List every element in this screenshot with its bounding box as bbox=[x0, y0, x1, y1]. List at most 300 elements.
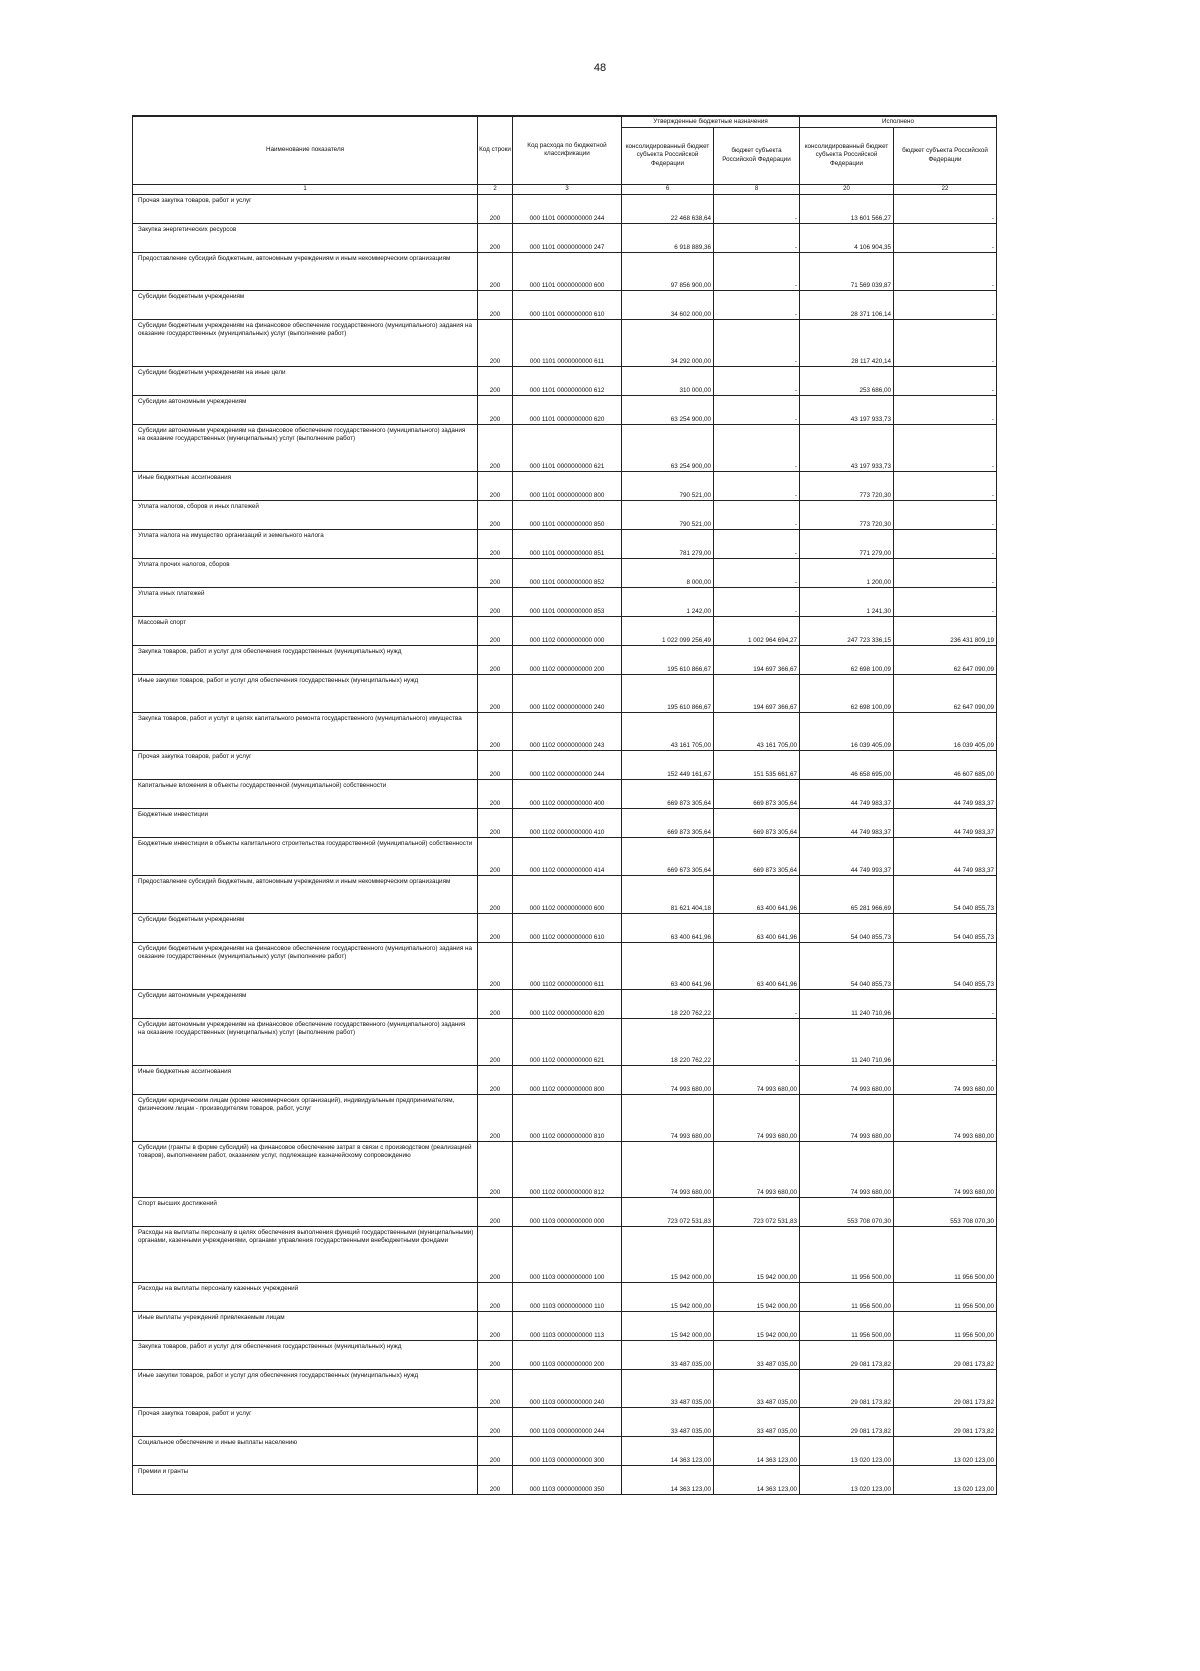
approved-subject-value: - bbox=[714, 558, 800, 587]
approved-consolidated-value: 669 873 305,64 bbox=[622, 808, 714, 837]
column-number: 2 bbox=[478, 184, 513, 194]
row-name: Иные закупки товаров, работ и услуг для обеспечения государственных (муниципальных) нужд bbox=[133, 1369, 478, 1407]
row-name: Субсидии бюджетным учреждениям на финансовое обеспечение государственного (муниципального) задания на оказание государственных (муниципальных) услуг (выполнение работ) bbox=[133, 942, 478, 989]
executed-subject-value: 16 039 405,09 bbox=[894, 712, 997, 750]
approved-subject-value: 14 363 123,00 bbox=[714, 1436, 800, 1465]
row-line-code: 200 bbox=[478, 395, 513, 424]
row-name: Социальное обеспечение и иные выплаты населению bbox=[133, 1436, 478, 1465]
executed-subject-value: - bbox=[894, 424, 997, 471]
approved-subject-value: 74 993 680,00 bbox=[714, 1094, 800, 1141]
row-line-code: 200 bbox=[478, 712, 513, 750]
row-name: Субсидии автономным учреждениям bbox=[133, 989, 478, 1018]
row-name: Бюджетные инвестиции bbox=[133, 808, 478, 837]
row-name: Уплата налога на имущество организаций и земельного налога bbox=[133, 529, 478, 558]
approved-subject-value: - bbox=[714, 471, 800, 500]
executed-consolidated-value: 1 241,30 bbox=[800, 587, 894, 616]
row-name: Прочая закупка товаров, работ и услуг bbox=[133, 1407, 478, 1436]
approved-subject-value: 63 400 641,96 bbox=[714, 913, 800, 942]
row-bk-code: 000 1102 0000000000 244 bbox=[513, 750, 622, 779]
row-bk-code: 000 1101 0000000000 853 bbox=[513, 587, 622, 616]
approved-consolidated-value: 669 873 305,64 bbox=[622, 779, 714, 808]
row-name: Расходы на выплаты персоналу казенных учреждений bbox=[133, 1282, 478, 1311]
executed-subject-value: - bbox=[894, 471, 997, 500]
executed-subject-value: 46 607 685,00 bbox=[894, 750, 997, 779]
table-row bbox=[133, 1407, 997, 1436]
executed-consolidated-header: консолидированный бюджет субъекта Российской Федерации bbox=[800, 127, 894, 184]
executed-consolidated-value: 44 749 983,37 bbox=[800, 808, 894, 837]
table-row bbox=[133, 1226, 997, 1282]
executed-subject-value: 54 040 855,73 bbox=[894, 913, 997, 942]
row-line-code: 200 bbox=[478, 252, 513, 290]
row-name: Иные закупки товаров, работ и услуг для обеспечения государственных (муниципальных) нужд bbox=[133, 674, 478, 712]
executed-consolidated-value: 29 081 173,82 bbox=[800, 1340, 894, 1369]
table-row bbox=[133, 674, 997, 712]
row-name: Иные бюджетные ассигнования bbox=[133, 1065, 478, 1094]
approved-subject-value: 74 993 680,00 bbox=[714, 1065, 800, 1094]
row-bk-code: 000 1103 0000000000 110 bbox=[513, 1282, 622, 1311]
row-name: Субсидии бюджетным учреждениям bbox=[133, 290, 478, 319]
executed-subject-value: - bbox=[894, 1018, 997, 1065]
row-name: Иные бюджетные ассигнования bbox=[133, 471, 478, 500]
approved-subject-value: 63 400 641,96 bbox=[714, 875, 800, 913]
row-bk-code: 000 1103 0000000000 350 bbox=[513, 1465, 622, 1494]
approved-consolidated-value: 195 610 866,67 bbox=[622, 645, 714, 674]
approved-consolidated-header: консолидированный бюджет субъекта Российской Федерации bbox=[622, 127, 714, 184]
table-row bbox=[133, 1094, 997, 1141]
executed-subject-value: - bbox=[894, 194, 997, 223]
row-name: Субсидии юридическим лицам (кроме некоммерческих организаций), индивидуальным предпринимателям, физическим лицам - производителям товаров, работ, услуг bbox=[133, 1094, 478, 1141]
executed-consolidated-value: 13 020 123,00 bbox=[800, 1465, 894, 1494]
row-name: Премии и гранты bbox=[133, 1465, 478, 1494]
table-row bbox=[133, 1311, 997, 1340]
row-line-code: 200 bbox=[478, 290, 513, 319]
row-bk-code: 000 1101 0000000000 612 bbox=[513, 366, 622, 395]
executed-consolidated-value: 54 040 855,73 bbox=[800, 913, 894, 942]
approved-consolidated-value: 63 254 900,00 bbox=[622, 424, 714, 471]
column-number: 6 bbox=[622, 184, 714, 194]
row-line-code: 200 bbox=[478, 194, 513, 223]
bk-code-column-header: Код расхода по бюджетной классификации bbox=[513, 116, 622, 184]
executed-subject-value: 13 020 123,00 bbox=[894, 1465, 997, 1494]
row-line-code: 200 bbox=[478, 319, 513, 366]
approved-subject-value: - bbox=[714, 395, 800, 424]
executed-consolidated-value: 43 197 933,73 bbox=[800, 395, 894, 424]
executed-consolidated-value: 44 749 983,37 bbox=[800, 779, 894, 808]
executed-consolidated-value: 54 040 855,73 bbox=[800, 942, 894, 989]
table-row bbox=[133, 395, 997, 424]
executed-consolidated-value: 29 081 173,82 bbox=[800, 1369, 894, 1407]
row-name: Бюджетные инвестиции в объекты капитального строительства государственной (муниципальной) собственности bbox=[133, 837, 478, 875]
row-line-code: 200 bbox=[478, 750, 513, 779]
approved-consolidated-value: 1 022 099 256,49 bbox=[622, 616, 714, 645]
table-row bbox=[133, 194, 997, 223]
executed-consolidated-value: 74 993 680,00 bbox=[800, 1141, 894, 1197]
approved-consolidated-value: 14 363 123,00 bbox=[622, 1465, 714, 1494]
approved-subject-value: 669 873 305,64 bbox=[714, 808, 800, 837]
row-line-code: 200 bbox=[478, 616, 513, 645]
executed-subject-value: - bbox=[894, 529, 997, 558]
approved-consolidated-value: 74 993 680,00 bbox=[622, 1141, 714, 1197]
executed-subject-value: 29 081 173,82 bbox=[894, 1369, 997, 1407]
executed-subject-value: 74 993 680,00 bbox=[894, 1065, 997, 1094]
executed-consolidated-value: 773 720,30 bbox=[800, 471, 894, 500]
row-bk-code: 000 1102 0000000000 410 bbox=[513, 808, 622, 837]
table-row bbox=[133, 1141, 997, 1197]
executed-subject-value: - bbox=[894, 252, 997, 290]
row-bk-code: 000 1102 0000000000 620 bbox=[513, 989, 622, 1018]
approved-subject-value: - bbox=[714, 223, 800, 252]
row-line-code: 200 bbox=[478, 1226, 513, 1282]
approved-consolidated-value: 74 993 680,00 bbox=[622, 1094, 714, 1141]
row-bk-code: 000 1101 0000000000 850 bbox=[513, 500, 622, 529]
row-name: Уплата иных платежей bbox=[133, 587, 478, 616]
row-line-code: 200 bbox=[478, 674, 513, 712]
row-bk-code: 000 1102 0000000000 200 bbox=[513, 645, 622, 674]
row-bk-code: 000 1103 0000000000 240 bbox=[513, 1369, 622, 1407]
row-name: Субсидии автономным учреждениям на финансовое обеспечение государственного (муниципального) задания на оказание государственных (муниципальных) услуг (выполнение работ) bbox=[133, 1018, 478, 1065]
table-row bbox=[133, 1018, 997, 1065]
row-line-code: 200 bbox=[478, 779, 513, 808]
row-bk-code: 000 1102 0000000000 414 bbox=[513, 837, 622, 875]
approved-consolidated-value: 97 856 900,00 bbox=[622, 252, 714, 290]
column-number: 1 bbox=[133, 184, 478, 194]
approved-subject-value: - bbox=[714, 529, 800, 558]
executed-subject-value: 29 081 173,82 bbox=[894, 1340, 997, 1369]
approved-consolidated-value: 781 279,00 bbox=[622, 529, 714, 558]
approved-subject-value: - bbox=[714, 194, 800, 223]
table-row bbox=[133, 587, 997, 616]
executed-consolidated-value: 62 698 100,09 bbox=[800, 674, 894, 712]
approved-consolidated-value: 63 400 641,96 bbox=[622, 913, 714, 942]
row-bk-code: 000 1101 0000000000 620 bbox=[513, 395, 622, 424]
executed-group-header: Исполнено bbox=[800, 116, 997, 127]
row-name: Субсидии автономным учреждениям на финансовое обеспечение государственного (муниципального) задания на оказание государственных (муниципальных) услуг (выполнение работ) bbox=[133, 424, 478, 471]
row-name: Прочая закупка товаров, работ и услуг bbox=[133, 750, 478, 779]
row-bk-code: 000 1101 0000000000 621 bbox=[513, 424, 622, 471]
table-row bbox=[133, 712, 997, 750]
row-name: Закупка энергетических ресурсов bbox=[133, 223, 478, 252]
row-name: Иные выплаты учреждений привлекаемым лицам bbox=[133, 1311, 478, 1340]
executed-subject-value: 11 956 500,00 bbox=[894, 1311, 997, 1340]
executed-consolidated-value: 11 956 500,00 bbox=[800, 1282, 894, 1311]
table-row bbox=[133, 500, 997, 529]
row-bk-code: 000 1101 0000000000 610 bbox=[513, 290, 622, 319]
executed-subject-value: 54 040 855,73 bbox=[894, 942, 997, 989]
executed-subject-value: - bbox=[894, 395, 997, 424]
row-line-code: 200 bbox=[478, 529, 513, 558]
approved-consolidated-value: 15 942 000,00 bbox=[622, 1311, 714, 1340]
approved-subject-value: 194 697 366,67 bbox=[714, 674, 800, 712]
row-line-code: 200 bbox=[478, 1018, 513, 1065]
approved-consolidated-value: 18 220 762,22 bbox=[622, 1018, 714, 1065]
executed-consolidated-value: 13 020 123,00 bbox=[800, 1436, 894, 1465]
row-line-code: 200 bbox=[478, 1340, 513, 1369]
row-line-code: 200 bbox=[478, 808, 513, 837]
row-line-code: 200 bbox=[478, 1311, 513, 1340]
approved-subject-value: 43 161 705,00 bbox=[714, 712, 800, 750]
row-name: Расходы на выплаты персоналу в целях обеспечения выполнения функций государственными (муниципальными) органами, казенными учреждениями, органами управления государственными внебюджетными фондами bbox=[133, 1226, 478, 1282]
table-header bbox=[133, 116, 997, 194]
row-bk-code: 000 1102 0000000000 400 bbox=[513, 779, 622, 808]
table-row bbox=[133, 558, 997, 587]
approved-subject-value: 194 697 366,67 bbox=[714, 645, 800, 674]
approved-consolidated-value: 81 621 404,18 bbox=[622, 875, 714, 913]
column-number: 20 bbox=[800, 184, 894, 194]
row-bk-code: 000 1102 0000000000 621 bbox=[513, 1018, 622, 1065]
row-line-code: 200 bbox=[478, 1065, 513, 1094]
approved-subject-value: 15 942 000,00 bbox=[714, 1311, 800, 1340]
approved-subject-value: - bbox=[714, 1018, 800, 1065]
row-bk-code: 000 1103 0000000000 300 bbox=[513, 1436, 622, 1465]
executed-consolidated-value: 46 658 695,00 bbox=[800, 750, 894, 779]
table-row bbox=[133, 913, 997, 942]
table-row bbox=[133, 529, 997, 558]
row-line-code: 200 bbox=[478, 913, 513, 942]
executed-subject-value: - bbox=[894, 587, 997, 616]
approved-consolidated-value: 8 000,00 bbox=[622, 558, 714, 587]
executed-consolidated-value: 62 698 100,09 bbox=[800, 645, 894, 674]
approved-consolidated-value: 33 487 035,00 bbox=[622, 1369, 714, 1407]
approved-consolidated-value: 34 602 000,00 bbox=[622, 290, 714, 319]
approved-subject-value: - bbox=[714, 500, 800, 529]
table-row bbox=[133, 808, 997, 837]
executed-subject-value: 236 431 809,19 bbox=[894, 616, 997, 645]
table-row bbox=[133, 252, 997, 290]
row-name: Закупка товаров, работ и услуг в целях капитального ремонта государственного (муниципального) имущества bbox=[133, 712, 478, 750]
executed-consolidated-value: 11 956 500,00 bbox=[800, 1311, 894, 1340]
table-row bbox=[133, 779, 997, 808]
approved-consolidated-value: 1 242,00 bbox=[622, 587, 714, 616]
row-name: Субсидии автономным учреждениям bbox=[133, 395, 478, 424]
row-name: Уплата прочих налогов, сборов bbox=[133, 558, 478, 587]
approved-subject-value: 669 873 305,64 bbox=[714, 779, 800, 808]
executed-subject-value: - bbox=[894, 223, 997, 252]
table-row bbox=[133, 471, 997, 500]
row-name: Предоставление субсидий бюджетным, автономным учреждениям и иным некоммерческим организациям bbox=[133, 875, 478, 913]
approved-consolidated-value: 669 673 305,64 bbox=[622, 837, 714, 875]
row-name: Спорт высших достижений bbox=[133, 1197, 478, 1226]
table-row bbox=[133, 989, 997, 1018]
column-number: 22 bbox=[894, 184, 997, 194]
executed-consolidated-value: 71 569 039,87 bbox=[800, 252, 894, 290]
executed-consolidated-value: 11 240 710,96 bbox=[800, 989, 894, 1018]
row-name: Капитальные вложения в объекты государственной (муниципальной) собственности bbox=[133, 779, 478, 808]
table-row bbox=[133, 1340, 997, 1369]
budget-execution-table bbox=[132, 115, 997, 1495]
executed-subject-header: бюджет субъекта Российской Федерации bbox=[894, 127, 997, 184]
table-body bbox=[133, 194, 997, 1494]
executed-subject-value: - bbox=[894, 319, 997, 366]
row-bk-code: 000 1102 0000000000 810 bbox=[513, 1094, 622, 1141]
row-line-code: 200 bbox=[478, 1436, 513, 1465]
approved-subject-value: 33 487 035,00 bbox=[714, 1407, 800, 1436]
approved-consolidated-value: 152 449 161,67 bbox=[622, 750, 714, 779]
executed-consolidated-value: 74 993 680,00 bbox=[800, 1065, 894, 1094]
approved-consolidated-value: 790 521,00 bbox=[622, 500, 714, 529]
row-line-code: 200 bbox=[478, 1465, 513, 1494]
row-name: Субсидии (гранты в форме субсидий) на финансовое обеспечение затрат в связи с производством (реализацией товаров), выполнением работ, оказанием услуг, подлежащие казначейскому сопровождению bbox=[133, 1141, 478, 1197]
executed-consolidated-value: 43 197 933,73 bbox=[800, 424, 894, 471]
table-row bbox=[133, 616, 997, 645]
row-bk-code: 000 1101 0000000000 611 bbox=[513, 319, 622, 366]
approved-consolidated-value: 790 521,00 bbox=[622, 471, 714, 500]
row-line-code: 200 bbox=[478, 366, 513, 395]
approved-subject-value: 151 535 661,67 bbox=[714, 750, 800, 779]
approved-subject-value: - bbox=[714, 290, 800, 319]
row-bk-code: 000 1103 0000000000 113 bbox=[513, 1311, 622, 1340]
approved-consolidated-value: 63 254 900,00 bbox=[622, 395, 714, 424]
executed-subject-value: - bbox=[894, 500, 997, 529]
row-bk-code: 000 1103 0000000000 100 bbox=[513, 1226, 622, 1282]
approved-consolidated-value: 15 942 000,00 bbox=[622, 1226, 714, 1282]
executed-consolidated-value: 4 106 904,35 bbox=[800, 223, 894, 252]
executed-subject-value: 11 956 500,00 bbox=[894, 1282, 997, 1311]
approved-consolidated-value: 15 942 000,00 bbox=[622, 1282, 714, 1311]
row-line-code: 200 bbox=[478, 645, 513, 674]
executed-consolidated-value: 13 601 566,27 bbox=[800, 194, 894, 223]
approved-consolidated-value: 14 363 123,00 bbox=[622, 1436, 714, 1465]
approved-consolidated-value: 723 072 531,83 bbox=[622, 1197, 714, 1226]
table-row bbox=[133, 319, 997, 366]
executed-consolidated-value: 44 749 993,37 bbox=[800, 837, 894, 875]
row-line-code: 200 bbox=[478, 1407, 513, 1436]
approved-consolidated-value: 310 000,00 bbox=[622, 366, 714, 395]
table-row bbox=[133, 1369, 997, 1407]
approved-subject-value: 63 400 641,96 bbox=[714, 942, 800, 989]
approved-subject-value: 669 873 305,64 bbox=[714, 837, 800, 875]
row-bk-code: 000 1101 0000000000 247 bbox=[513, 223, 622, 252]
row-line-code: 200 bbox=[478, 223, 513, 252]
row-bk-code: 000 1102 0000000000 243 bbox=[513, 712, 622, 750]
approved-subject-value: - bbox=[714, 366, 800, 395]
approved-consolidated-value: 6 918 889,36 bbox=[622, 223, 714, 252]
approved-consolidated-value: 74 993 680,00 bbox=[622, 1065, 714, 1094]
approved-subject-value: 33 487 035,00 bbox=[714, 1369, 800, 1407]
row-line-code: 200 bbox=[478, 424, 513, 471]
table-row bbox=[133, 1282, 997, 1311]
executed-subject-value: 74 993 680,00 bbox=[894, 1094, 997, 1141]
row-name: Закупка товаров, работ и услуг для обеспечения государственных (муниципальных) нужд bbox=[133, 1340, 478, 1369]
approved-subject-value: - bbox=[714, 587, 800, 616]
executed-consolidated-value: 247 723 336,15 bbox=[800, 616, 894, 645]
row-name: Субсидии бюджетным учреждениям bbox=[133, 913, 478, 942]
table-row bbox=[133, 366, 997, 395]
row-name: Субсидии бюджетным учреждениям на финансовое обеспечение государственного (муниципального) задания на оказание государственных (муниципальных) услуг (выполнение работ) bbox=[133, 319, 478, 366]
executed-subject-value: 54 040 855,73 bbox=[894, 875, 997, 913]
column-number: 8 bbox=[714, 184, 800, 194]
page-number: 48 bbox=[593, 62, 607, 74]
approved-group-header: Утвержденные бюджетные назначения bbox=[622, 116, 800, 127]
approved-subject-value: 33 487 035,00 bbox=[714, 1340, 800, 1369]
approved-subject-value: - bbox=[714, 252, 800, 290]
executed-consolidated-value: 773 720,30 bbox=[800, 500, 894, 529]
approved-consolidated-value: 22 468 638,64 bbox=[622, 194, 714, 223]
executed-consolidated-value: 65 281 966,69 bbox=[800, 875, 894, 913]
executed-subject-value: 44 749 983,37 bbox=[894, 779, 997, 808]
row-line-code: 200 bbox=[478, 942, 513, 989]
approved-consolidated-value: 33 487 035,00 bbox=[622, 1340, 714, 1369]
approved-subject-value: 14 363 123,00 bbox=[714, 1465, 800, 1494]
row-bk-code: 000 1102 0000000000 611 bbox=[513, 942, 622, 989]
table-row bbox=[133, 875, 997, 913]
row-name: Закупка товаров, работ и услуг для обеспечения государственных (муниципальных) нужд bbox=[133, 645, 478, 674]
table-row bbox=[133, 645, 997, 674]
executed-consolidated-value: 29 081 173,82 bbox=[800, 1407, 894, 1436]
executed-subject-value: - bbox=[894, 558, 997, 587]
row-bk-code: 000 1103 0000000000 244 bbox=[513, 1407, 622, 1436]
executed-consolidated-value: 74 993 680,00 bbox=[800, 1094, 894, 1141]
executed-consolidated-value: 16 039 405,09 bbox=[800, 712, 894, 750]
row-line-code: 200 bbox=[478, 875, 513, 913]
row-line-code: 200 bbox=[478, 587, 513, 616]
row-bk-code: 000 1101 0000000000 852 bbox=[513, 558, 622, 587]
row-line-code: 200 bbox=[478, 558, 513, 587]
row-line-code: 200 bbox=[478, 471, 513, 500]
row-bk-code: 000 1103 0000000000 200 bbox=[513, 1340, 622, 1369]
row-bk-code: 000 1101 0000000000 244 bbox=[513, 194, 622, 223]
executed-consolidated-value: 28 371 106,14 bbox=[800, 290, 894, 319]
row-name: Прочая закупка товаров, работ и услуг bbox=[133, 194, 478, 223]
executed-subject-value: 13 020 123,00 bbox=[894, 1436, 997, 1465]
executed-subject-value: 11 956 500,00 bbox=[894, 1226, 997, 1282]
approved-subject-value: 15 942 000,00 bbox=[714, 1282, 800, 1311]
row-name: Уплата налогов, сборов и иных платежей bbox=[133, 500, 478, 529]
row-bk-code: 000 1103 0000000000 000 bbox=[513, 1197, 622, 1226]
row-bk-code: 000 1101 0000000000 600 bbox=[513, 252, 622, 290]
table-row bbox=[133, 424, 997, 471]
row-line-code: 200 bbox=[478, 500, 513, 529]
name-column-header: Наименование показателя bbox=[133, 116, 478, 184]
approved-subject-value: 723 072 531,83 bbox=[714, 1197, 800, 1226]
table-row bbox=[133, 837, 997, 875]
executed-subject-value: 29 081 173,82 bbox=[894, 1407, 997, 1436]
row-bk-code: 000 1101 0000000000 800 bbox=[513, 471, 622, 500]
row-bk-code: 000 1102 0000000000 800 bbox=[513, 1065, 622, 1094]
table-row bbox=[133, 223, 997, 252]
row-line-code: 200 bbox=[478, 1282, 513, 1311]
row-line-code: 200 bbox=[478, 837, 513, 875]
row-bk-code: 000 1102 0000000000 610 bbox=[513, 913, 622, 942]
executed-subject-value: 74 993 680,00 bbox=[894, 1141, 997, 1197]
row-bk-code: 000 1102 0000000000 812 bbox=[513, 1141, 622, 1197]
row-line-code: 200 bbox=[478, 1094, 513, 1141]
row-bk-code: 000 1102 0000000000 600 bbox=[513, 875, 622, 913]
column-number-row bbox=[133, 184, 997, 194]
approved-subject-value: 74 993 680,00 bbox=[714, 1141, 800, 1197]
column-number: 3 bbox=[513, 184, 622, 194]
row-name: Предоставление субсидий бюджетным, автономным учреждениям и иным некоммерческим организациям bbox=[133, 252, 478, 290]
row-bk-code: 000 1102 0000000000 240 bbox=[513, 674, 622, 712]
executed-consolidated-value: 11 956 500,00 bbox=[800, 1226, 894, 1282]
executed-subject-value: - bbox=[894, 290, 997, 319]
row-bk-code: 000 1102 0000000000 000 bbox=[513, 616, 622, 645]
line-code-column-header: Код строки bbox=[478, 116, 513, 184]
executed-consolidated-value: 11 240 710,96 bbox=[800, 1018, 894, 1065]
executed-subject-value: 44 749 983,37 bbox=[894, 808, 997, 837]
row-name: Массовый спорт bbox=[133, 616, 478, 645]
executed-subject-value: - bbox=[894, 989, 997, 1018]
row-name: Субсидии бюджетным учреждениям на иные цели bbox=[133, 366, 478, 395]
executed-subject-value: 62 647 090,09 bbox=[894, 674, 997, 712]
row-bk-code: 000 1101 0000000000 851 bbox=[513, 529, 622, 558]
executed-subject-value: 553 708 070,30 bbox=[894, 1197, 997, 1226]
executed-consolidated-value: 28 117 420,14 bbox=[800, 319, 894, 366]
approved-consolidated-value: 43 161 705,00 bbox=[622, 712, 714, 750]
table-row bbox=[133, 1465, 997, 1494]
executed-consolidated-value: 771 279,00 bbox=[800, 529, 894, 558]
executed-consolidated-value: 1 200,00 bbox=[800, 558, 894, 587]
table-row bbox=[133, 1065, 997, 1094]
